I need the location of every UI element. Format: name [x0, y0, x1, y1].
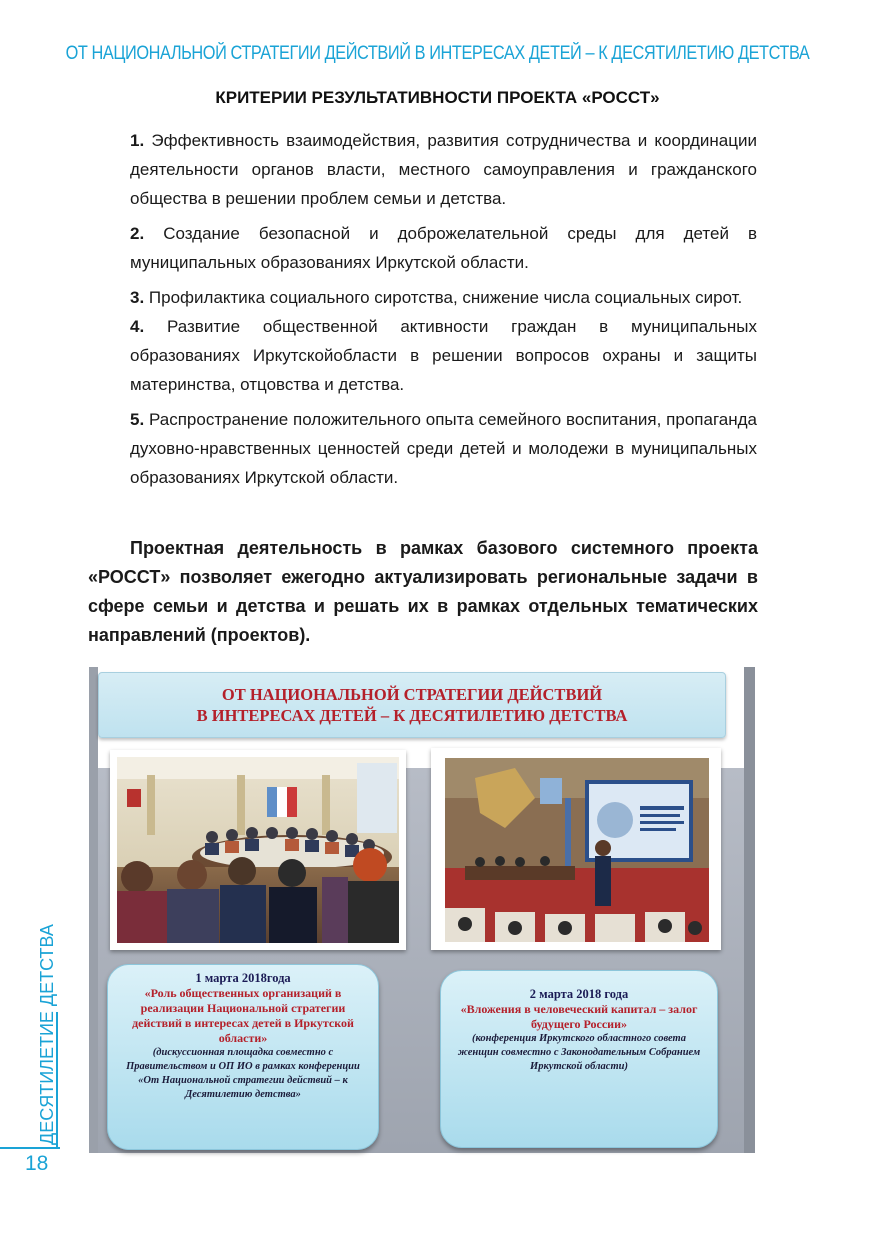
criterion-text: Профилактика социального сиротства, снижение числа социальных сирот. — [144, 288, 743, 307]
left-meeting-photo — [117, 757, 399, 943]
collage-left-edge — [89, 667, 98, 1153]
conference-room-image — [117, 757, 399, 943]
criterion-3 — [130, 283, 757, 312]
criterion-text: Создание безопасной и доброжелательной среды для детей в муниципальных образованиях Иркутской области. — [130, 224, 757, 272]
left-event-date: 1 марта 2018года — [195, 971, 291, 985]
criterion-text: Развитие общественной активности граждан в муниципальных образованиях Иркутскойобласти в решении вопросов охраны и защиты материнства, отцовства и детства. — [130, 317, 757, 394]
criterion-2 — [130, 219, 757, 277]
running-head: ОТ НАЦИОНАЛЬНОЙ СТРАТЕГИИ ДЕЙСТВИЙ В ИНТЕРЕСАХ ДЕТЕЙ – К ДЕСЯТИЛЕТИЮ ДЕТСТВА — [65, 43, 810, 64]
summary-paragraph: Проектная деятельность в рамках базового системного проекта «РОССТ» позволяет ежегодно актуализировать региональные задачи в сфере семьи и детства и решать их в рамках отдельных тематических направлений (проектов). — [88, 538, 758, 645]
right-conference-photo — [445, 758, 709, 942]
right-event-note: (конференция Иркутского областного совета женщин совместно с Законодательным Собранием Иркутской области) — [457, 1033, 701, 1072]
collage-banner — [98, 672, 726, 738]
right-event-caption — [440, 970, 718, 1148]
side-section-label: ДЕСЯТИЛЕТИЕ ДЕТСТВА — [37, 924, 57, 1145]
criterion-text: Эффективность взаимодействия, развития сотрудничества и координации деятельности органов власти, местного самоуправления и гражданского общества в решении проблем семьи и детства. — [130, 131, 757, 208]
criterion-1 — [130, 126, 757, 213]
criterion-number: 5. — [130, 410, 145, 429]
left-event-title: «Роль общественных организаций в реализации Национальной стратегии действий в интересах детей в Иркутской области» — [132, 986, 354, 1045]
criterion-4 — [130, 312, 757, 399]
criteria-title: КРИТЕРИИ РЕЗУЛЬТАТИВНОСТИ ПРОЕКТА «РОССТ» — [215, 88, 660, 107]
banner-line-1: ОТ НАЦИОНАЛЬНОЙ СТРАТЕГИИ ДЕЙСТВИЙ — [221, 685, 603, 704]
left-event-note: (дискуссионная площадка совместно с Правительством и ОП ИО в рамках конференции «От Национальной стратегии действий – к Десятилетию детства» — [126, 1047, 360, 1100]
banner-line-2: В ИНТЕРЕСАХ ДЕТЕЙ – К ДЕСЯТИЛЕТИЮ ДЕТСТВА — [196, 706, 628, 725]
collage-right-edge — [744, 667, 755, 1153]
criterion-number: 1. — [130, 131, 145, 150]
page-number-rule — [0, 1147, 60, 1149]
criterion-number: 3. — [130, 288, 145, 307]
criteria-list — [130, 126, 757, 498]
right-event-date: 2 марта 2018 года — [529, 987, 629, 1001]
right-event-title: «Вложения в человеческий капитал – залог будущего России» — [460, 1002, 698, 1031]
page-number: 18 — [25, 1152, 49, 1175]
criterion-number: 2. — [130, 224, 145, 243]
criterion-number: 4. — [130, 317, 145, 336]
criterion-text: Распространение положительного опыта семейного воспитания, пропаганда духовно-нравственных ценностей среди детей и молодежи в муниципальных образованиях Иркутской области. — [130, 410, 757, 487]
criterion-5 — [130, 405, 757, 492]
left-event-caption — [107, 964, 379, 1150]
assembly-hall-image — [445, 758, 709, 942]
